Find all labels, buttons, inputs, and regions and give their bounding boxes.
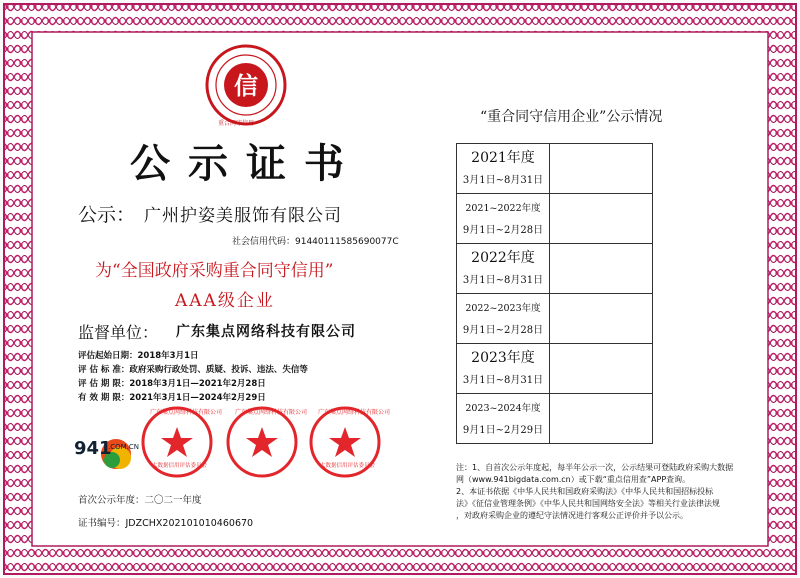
period-dates: 9月1日~2月28日 <box>462 324 544 336</box>
seal-ring-text: 广东集点网络科技有限公司 <box>235 409 308 416</box>
note-line: ，对政府采购企业的遵纪守法情况进行客观公正评价并予以公示。 <box>456 511 688 520</box>
period-dates: 9月1日~2月28日 <box>462 224 544 236</box>
result-cell <box>550 144 653 194</box>
info-line: 评估起始日期：2018年3月1日 <box>78 351 199 361</box>
statement-line-2: AAA级企业 <box>175 291 275 311</box>
seal-ring-text: 广东集点网络科技有限公司 <box>150 409 223 416</box>
publicity-table <box>456 143 653 444</box>
company-name: 广州护姿美服饰有限公司 <box>144 206 342 226</box>
info-line: 有 效 期 限：2021年3月1日—2024年2月29日 <box>78 393 266 403</box>
period-cell <box>457 194 550 244</box>
info-line: 评 估 期 限：2018年3月1日—2021年2月28日 <box>78 379 266 389</box>
svg-text:信: 信 <box>234 71 258 100</box>
company-label: 公示： <box>78 204 136 226</box>
first-publish-year: 首次公示年度：二〇二一年度 <box>78 495 202 506</box>
logo-sub: .COM.CN <box>108 443 140 451</box>
period-dates: 9月1日~2月29日 <box>462 424 544 436</box>
result-cell <box>550 194 653 244</box>
period-year: 2023~2024年度 <box>465 402 541 414</box>
period-cell <box>457 344 550 394</box>
top-seal-text: 重合同守信用 <box>218 120 255 127</box>
period-year: 2022~2023年度 <box>465 302 541 314</box>
period-year: 2023年度 <box>471 349 535 366</box>
page-title: 公示证书 <box>130 140 362 187</box>
publicity-title: “重合同守信用企业”公示情况 <box>480 109 663 125</box>
statement-line-1: 为“全国政府采购重合同守信用” <box>95 261 334 281</box>
top-seal-icon <box>205 44 287 126</box>
period-year: 2021~2022年度 <box>465 202 541 214</box>
result-cell <box>550 294 653 344</box>
table-row <box>457 394 653 444</box>
period-dates: 3月1日~8月31日 <box>462 274 544 286</box>
period-cell <box>457 294 550 344</box>
note-line: 法》《征信业管理条例》《中华人民共和国网络安全法》等相关行业法律法规 <box>456 499 720 508</box>
red-seal <box>225 405 308 479</box>
seal-star-icon <box>225 405 308 479</box>
logo-941 <box>72 430 144 474</box>
logo-text: 941 <box>74 438 112 459</box>
red-seal <box>140 405 223 479</box>
result-cell <box>550 344 653 394</box>
table-row <box>457 194 653 244</box>
seal-bottom-text: 大数据信用评估委员会 <box>152 463 208 469</box>
period-dates: 3月1日~8月31日 <box>462 374 544 386</box>
certificate-number: 证书编号：JDZCHX202101010460670 <box>78 518 254 529</box>
period-dates: 3月1日~8月31日 <box>462 174 544 186</box>
note-line: 网（www.941bigdata.com.cn）或下载“重点信用查”APP查询。 <box>456 475 691 484</box>
table-row <box>457 144 653 194</box>
note-line: 2、本证书依据《中华人民共和国政府采购法》《中华人民共和国招标投标 <box>456 487 714 496</box>
supervisor-name: 广东集点网络科技有限公司 <box>176 324 356 340</box>
note-line: 注：1、自首次公示年度起，每半年公示一次，公示结果可登陆政府采购大数据 <box>456 463 734 472</box>
result-cell <box>550 394 653 444</box>
info-line: 评 估 标 准：政府采购行政处罚、质疑、投诉、违法、失信等 <box>78 365 308 375</box>
supervisor-label: 监督单位： <box>78 323 159 342</box>
period-year: 2021年度 <box>471 149 535 166</box>
period-cell <box>457 144 550 194</box>
result-cell <box>550 244 653 294</box>
red-seal <box>308 405 391 479</box>
credit-code: 社会信用代码：91440111585690077C <box>232 237 399 247</box>
table-row <box>457 244 653 294</box>
table-row <box>457 344 653 394</box>
table-row <box>457 294 653 344</box>
period-year: 2022年度 <box>471 249 535 266</box>
period-cell <box>457 244 550 294</box>
seal-bottom-text: 大数据信用评估委员会 <box>320 463 376 469</box>
period-cell <box>457 394 550 444</box>
seal-ring-text: 广东集点网络科技有限公司 <box>318 409 391 416</box>
